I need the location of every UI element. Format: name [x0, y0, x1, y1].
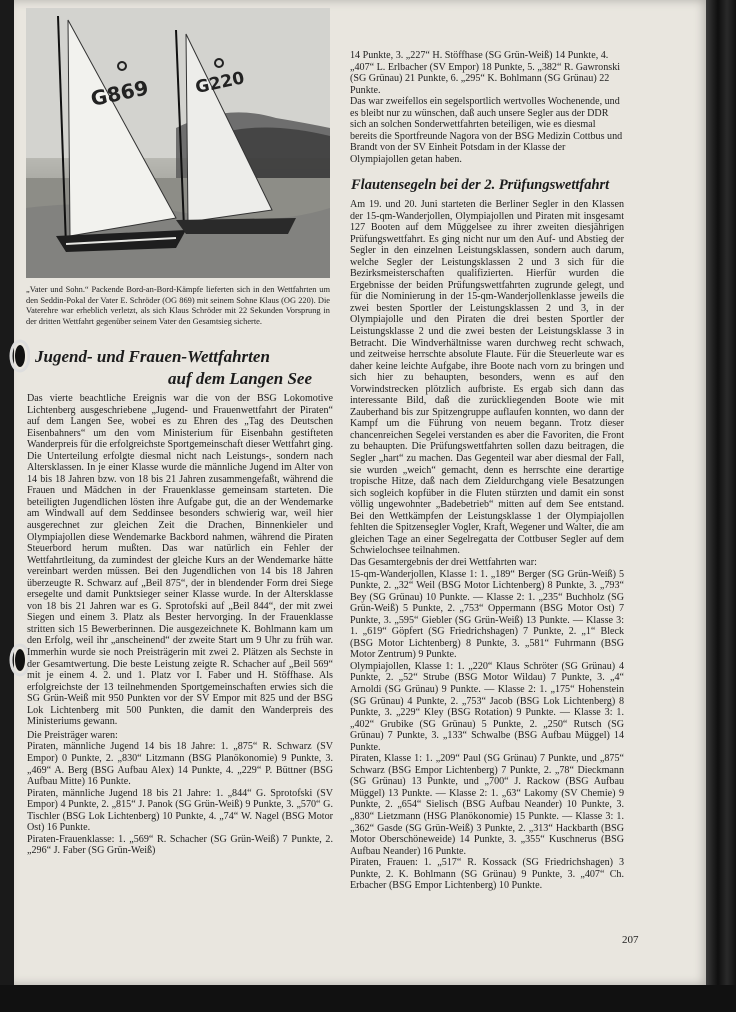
scan-bottom-edge: [0, 985, 736, 1012]
results-women-part1: Piraten-Frauenklasse: 1. „569“ R. Schacher (SG Grün-Weiß) 7 Punkte, 2. „296“ J. Faber (SG Grün-Weiß): [27, 833, 333, 857]
right-body-paragraph: Am 19. und 20. Juni starteten die Berliner Segler in den Klassen der 15-qm-Wanderjollen, Olympiajollen und Piraten mit insgesamt 127 Booten auf dem Müggelsee zu ihrer zweiten diesjährigen Prüfungswettfahrt. Es ging nicht nur um den Auf- und Abstieg der Segler in den einzelnen Leistungsklassen, sondern auch darum, welche Segler der Leistungsklassen 2 und 3 sich für die Bezirksmeisterschaften qualifizierten. Hierfür wurden die Ergebnisse der beiden Prüfungswettfahrten zugrunde gelegt, und für die Nominierung in der 15-qm-Wanderjollenklasse jeweils die zwei besten Sportler der Leistungsklassen 2 und 3, in der Olympiajolle und den Piraten die drei besten Sportler der Leistungsklasse 2 und die zwei besten der Leistungsklasse 3 in Betracht. Die Windverhältnisse waren durchweg recht schwach, und zeitweise herrschte absolute Flaute. Für die Steuerleute war es daher keine leichte Aufgabe, ihre Boote nach vorn zu bringen und sich hier zu behaupten, besonders, wenn es auf den Vorwindstrecken plötzlich aufbriste. Es ergab sich dann das interessante Bild, daß die zurückliegenden Boote wie mit Zauberhand bis zur Spitzengruppe auflaufen konnten, wo dann der Kampf um die Führung von neuem begann. Trotz dieser chancenreichen Segelei verstanden es aber die Favoriten, die Front zu behaupten. Die Prüfungswettfahrten sollen dazu beitragen, die Segler „hart“ zu machen. Das Gegenteil war aber diesmal der Fall, sie wurden „weich“ gemacht, denn es herrschte eine derartige tropische Hitze, daß nach dem Zieldurchgang viele Besatzungen sich sogleich kopfüber in die Fluten stürzten und damit ein sonst völlig ungewohnter „Badebetrieb“ mitten auf dem See entstand. Bei den Wettkämpfen der Leistungsklasse 1 der Olympiajollen fehlten die Spitzensegler Vogler, Kraft, Wegener und Walter, die am gleichen Tage an einer Segelregatta der Cottbuser Segler auf dem Schwielochsee teilnahmen. Das Gesamtergebnis der drei Wettfahrten war:: [350, 199, 624, 568]
prize-winners-intro: Die Preisträger waren:: [27, 729, 118, 741]
photo-caption: „Vater und Sohn.“ Packende Bord-an-Bord-Kämpfe lieferten sich in den Wettfahrten um den Seddin-Pokal der Vater E. Schröder (OG 869) mit seinem Sohne Klaus (OG 220). Die Vaterehre war erheblich verletzt, als sich Klaus Schröder mit 22 Sekunden Vorsprung in der dritten Wettfahrt gegenüber seinem Vater den Gesamtsieg sicherte.: [26, 285, 330, 326]
results-piraten: Piraten, Klasse 1: 1. „209“ Paul (SG Grünau) 7 Punkte, und „875“ Schwarz (BSG Empor Lichtenberg) 7 Punkte, 2. „78“ Dieckmann (SG Grünau) 13 Punkte, und „700“ J. Rackow (BSG Aufbau Müggel) 13 Punkte. — Klasse 2: 1. „63“ Lakomy (SV Chemie) 9 Punkte, 2. „654“ Sielisch (BSG Aufbau Neander) 10 Punkte, 3. „830“ Lietzmann (HSG Planökonomie) 15 Punkte. — Klasse 3: 1. „362“ Gasde (SG Grün-Weiß) 3 Punkte, 2. „313“ Hackbarth (BSG Motor Oberschöneweide) 14 Punkte, 3. „355“ Kuschnerus (BSG Aufbau Neander) 16 Punkte.: [350, 753, 624, 857]
binder-ring-bottom: [0, 642, 30, 678]
sail-number-left: G869: [88, 75, 151, 111]
results-boys-18-21: Piraten, männliche Jugend 18 bis 21 Jahre: 1. „844“ G. Sprotofski (SV Empor) 4 Punkte, 2. „815“ J. Panok (SG Grün-Weiß) 9 Punkte, 3. „570“ G. Tischler (BSG Lok Lichtenberg) 10 Punkte, 4. „74“ W. Nagel (BSG Motor Ost) 16 Punkte.: [27, 787, 333, 834]
page-number: 207: [622, 934, 639, 946]
sailing-photo: [26, 8, 330, 278]
binder-ring-top: [0, 338, 30, 374]
right-column: [350, 199, 624, 892]
left-heading-line1: Jugend- und Frauen-Wettfahrten: [35, 347, 270, 366]
results-olympiajollen: Olympiajollen, Klasse 1: 1. „220“ Klaus Schröter (SG Grünau) 4 Punkte, 2. „52“ Strube (BSG Motor Wildau) 7 Punkte, 3. „4“ Arnoldi (SG Grünau) 9 Punkte. — Klasse 2: 1. „175“ Hohenstein (SG Grünau) 4 Punkte, 2. „753“ Jacob (BSG Lok Lichtenberg) 8 Punkte, 3. „229“ Kley (BSG Rotation) 9 Punkte. — Klasse 3: 1. „402“ Grubike (SG Grünau) 5 Punkte, 2. „250“ Rutsch (SG Grünau) 7 Punkte, 3. „133“ Schwalbe (BSG Aufbau Müggel) 14 Punkte.: [350, 660, 624, 753]
results-wanderjollen: 15-qm-Wanderjollen, Klasse 1: 1. „189“ Berger (SG Grün-Weiß) 5 Punkte, 2. „32“ Weil (BSG Motor Lichtenberg) 8 Punkte, 3. „793“ Bey (SG Grünau) 10 Punkte. — Klasse 2: 1. „235“ Buchholz (SG Grün-Weiß) 5 Punkte, 2. „753“ Oppermann (BSG Motor Ost) 7 Punkte, 3. „595“ Giebler (SG Grün-Weiß) 13 Punkte. — Klasse 3: 1. „619“ Göpfert (SG Friedrichshagen) 7 Punkte, 2. „1“ Bleck (BSG Motor Lichtenberg) 8 Punkte, 3. „581“ Fuhrmann (BSG Motor Zentrum) 9 Punkte.: [350, 568, 624, 661]
left-column: [27, 393, 333, 857]
right-heading: Flautensegeln bei der 2. Prüfungswettfahrt: [351, 177, 610, 193]
book-spine: [706, 0, 736, 1012]
left-heading-line2: auf dem Langen See: [168, 369, 313, 388]
results-boys-14-18: Piraten, männliche Jugend 14 bis 18 Jahre: 1. „875“ R. Schwarz (SV Empor) 0 Punkte, 2. „830“ Litzmann (BSG Planökonomie) 9 Punkte, 3. „469“ A. Berg (BSG Aufbau Alex) 14 Punkte, 4. „229“ P. Büttner (BSG Aufbau Mitte) 16 Punkte.: [27, 741, 333, 788]
right-top-text: 14 Punkte, 3. „227“ H. Stöffhase (SG Grün-Weiß) 14 Punkte, 4. „407“ L. Erlbacher (SV Empor) 18 Punkte, 5. „382“ R. Gawronski (SG Grünau) 21 Punkte, 6. „295“ K. Bohlmann (SG Grünau) 22 Punkte. Das war zweifellos ein segelsportlich wertvolles Wochenende, und es bleibt nur zu wünschen, daß auch unsere Segler aus der DDR sich an solchen Sonderwettfahrten beteiligen, wie es diesmal bereits die Sportfreunde Nagora von der BSG Medizin Cottbus und Brandt von der SV Einheit Potsdam in der Klasse der Olympiajollen getan haben.: [350, 50, 623, 165]
left-body-paragraph: Das vierte beachtliche Ereignis war die von der BSG Lokomotive Lichtenberg ausgeschriebene „Jugend- und Frauenwettfahrt der Piraten“ auf dem Langen See, wobei es zu Ehren des „Tag des Deutschen Eisenbahners“ um den vom Ministerium für Eisenbahn gestifteten Wanderpreis für die erfolgreichste Sportgemeinschaft dieser Wettfahrt ging. Die Unterteilung erfolgte diesmal nicht nach Leistungs-, sondern nach Altersklassen. In je einer Klasse wurde die männliche Jugend im Alter von 14 bis 18 Jahren bzw. von 18 bis 21 Jahren zusammengefaßt, während die Frauen und Mädchen in der Frauenklasse gemeinsam starteten. Die beteiligten Jugendlichen lösten ihre Aufgabe gut, die an der Wendemarke am Windwall auf dem Seddinsee besonders schwierig war, weil hier ausgerechnet zur gleichen Zeit die Drachen, Binnenkieler und Olympiajollen diese Wendemarke Backbord nahmen, während die Piraten Steuerbord herum mußten. Das war natürlich ein Fehler der Wettfahrtleitung, da zumindest der gleiche Kurs an der Wendemarke hätte vereinbart werden müssen. Bei den Jugendlichen von 14 bis 18 Jahren überzeugte R. Schwarz auf „Beil 875“, der in blendender Form drei Siege ersegelte und damit Punktsieger seiner Klasse wurde. In der Altersklasse von 18 bis 21 Jahren war es G. Sprotofski auf „Beil 844“, der mit zwei Siegen und einem 3. Platz als Bester hervorging. In der Frauenklasse stritten sich 15 Bewerberinnen. Die ausgezeichnete K. Bohlmann kam um den Erfolg, weil ihr „anscheinend“ der zweite Start um 9 Uhr zu früh war. Immerhin wurde sie noch Preisträgerin mit zwei 2. Plätzen als Sechste in der Gesamtwertung. Die beste Leistung zeigte R. Schacher auf „Beil 569“ mit je einem 4. 2. und 1. Platz vor I. Faber und H. Stöffhase. Als erfolgreichste der 13 teilnehmenden Sportgemeinschaften erwies sich die SG Grün-Weiß mit 950 Punkten vor der SV Empor mit 825 und der BSG Lok Lichtenberg mit 500 Punkten, die damit den Wanderpreis des Ministeriums gewann.: [27, 393, 333, 728]
sail-number-right: G220: [193, 68, 247, 99]
results-piraten-frauen: Piraten, Frauen: 1. „517“ R. Kossack (SG Friedrichshagen) 3 Punkte, 2. K. Bohlmann (SG Grünau) 9 Punkte, 3. „407“ Ch. Erbacher (BSG Empor Lichtenberg) 10 Punkte.: [350, 857, 624, 892]
